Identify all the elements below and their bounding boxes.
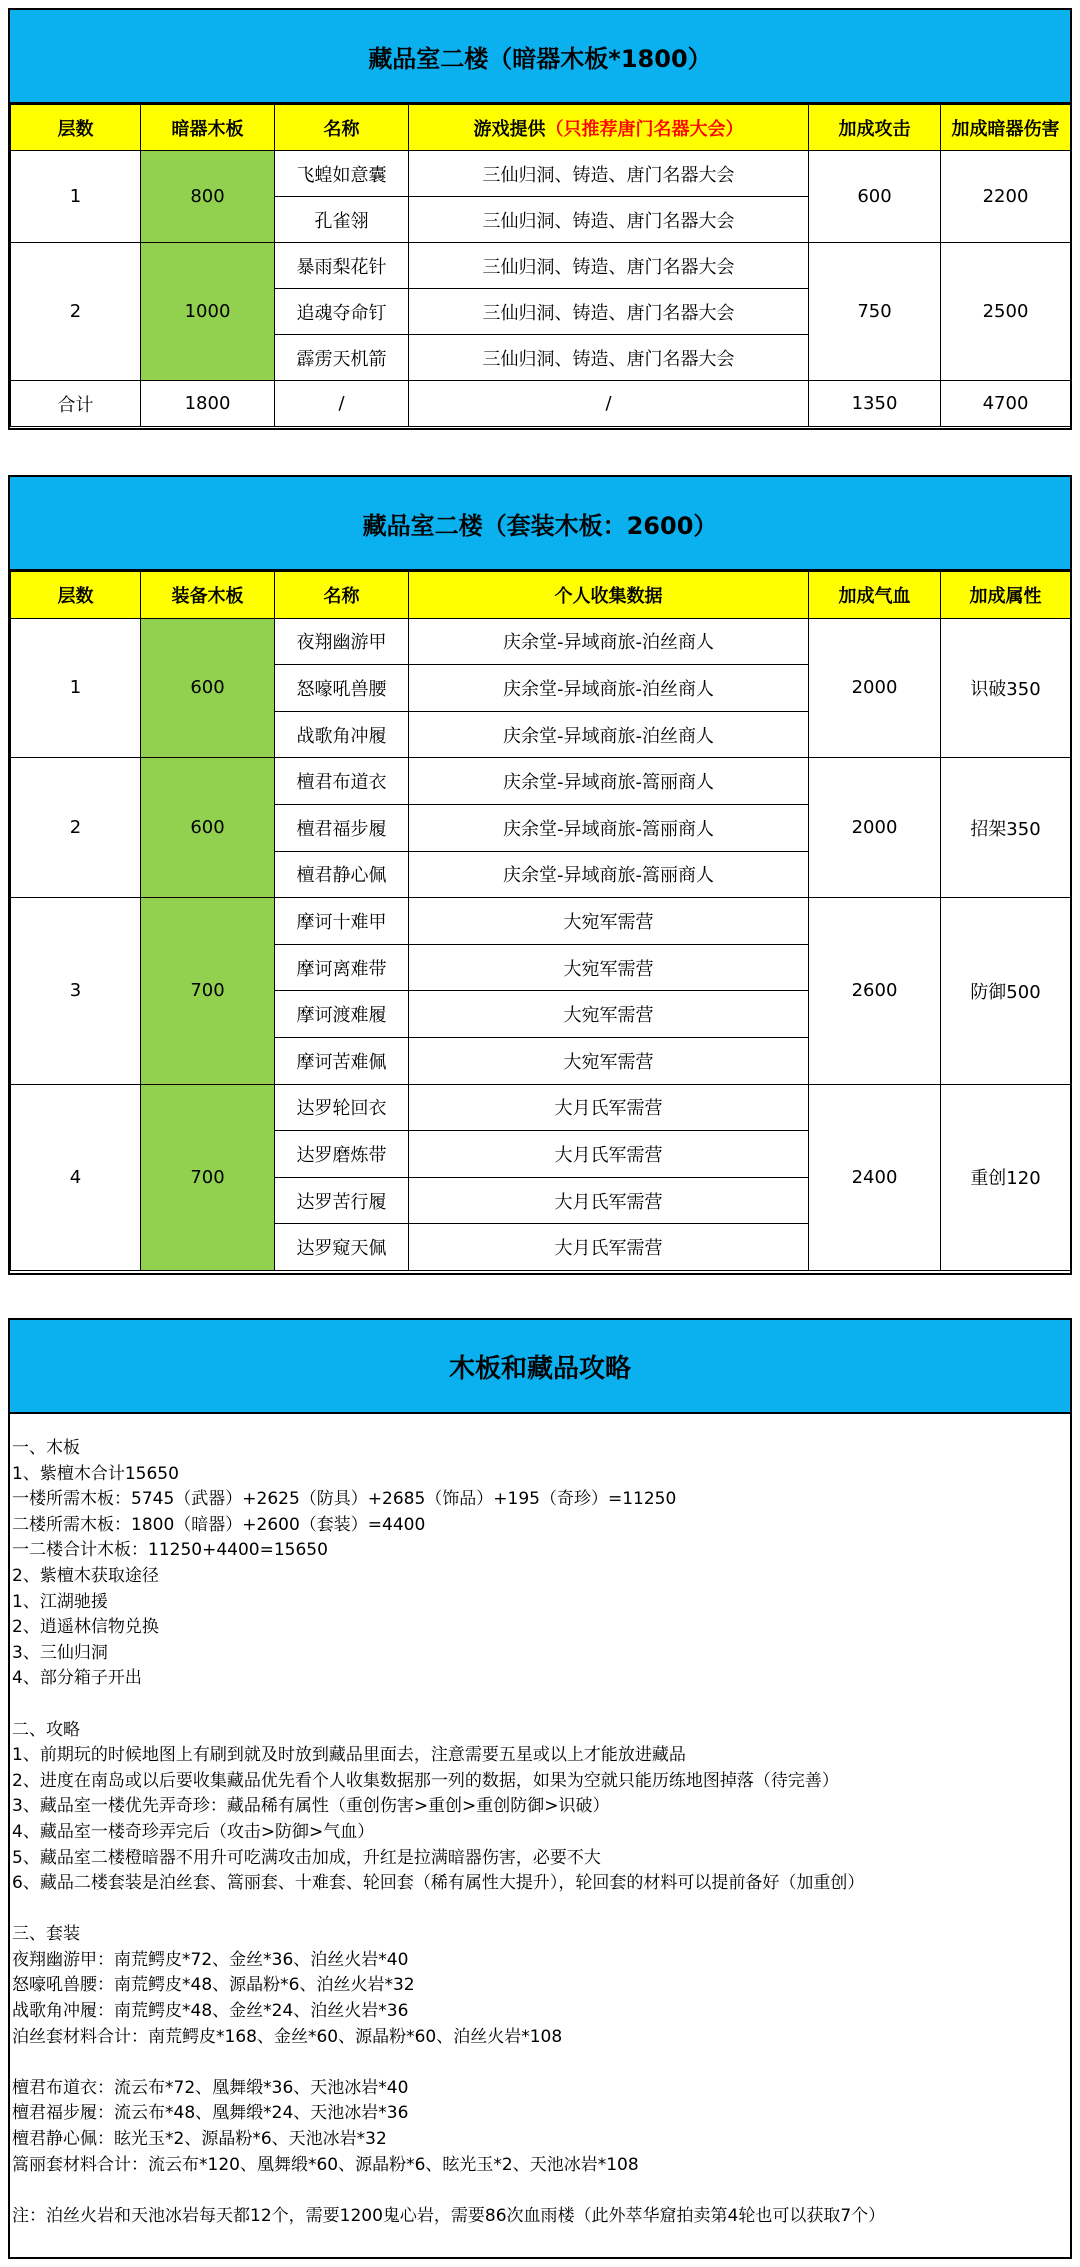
item-name-cell: 暴雨梨花针 (275, 243, 409, 289)
header-row (11, 105, 1071, 151)
item-name-cell: 追魂夺命钉 (275, 289, 409, 335)
hp-cell: 2400 (809, 1084, 941, 1270)
column-header: 名称 (275, 105, 409, 151)
item-name-cell: 霹雳天机箭 (275, 335, 409, 381)
source-cell: 大月氏军需营 (409, 1084, 809, 1131)
guide-line: 一、木板 (12, 1438, 80, 1458)
guide-line: 4、部分箱子开出 (12, 1668, 142, 1689)
source-cell: 庆余堂-异域商旅-篙丽商人 (409, 851, 809, 898)
guide-line: 檀君福步履：流云布*48、凰舞缎*24、天池冰岩*36 (12, 2103, 409, 2124)
guide-line: 3、藏品室一楼优先弄奇珍：藏品稀有属性（重创伤害>重创>重创防御>识破） (12, 1796, 610, 1817)
highlight-note: （只推荐唐门名器大会） (545, 118, 744, 140)
damage-cell: 2500 (941, 243, 1071, 381)
source-cell: 大月氏军需营 (409, 1131, 809, 1178)
column-header: 个人收集数据 (409, 572, 809, 619)
item-name-cell: 夜翔幽游甲 (275, 618, 409, 665)
guide-line: 2、逍遥林信物兑换 (12, 1617, 159, 1638)
floor-cell: 2 (11, 243, 141, 381)
guide-line: 3、三仙归洞 (12, 1642, 108, 1663)
source-cell: 三仙归洞、铸造、唐门名器大会 (409, 335, 809, 381)
header-row (11, 572, 1071, 619)
item-name-cell: 怒嚎吼兽腰 (275, 665, 409, 712)
item-name-cell: 达罗轮回衣 (275, 1084, 409, 1131)
item-name-cell: 摩诃渡难履 (275, 991, 409, 1038)
item-name-cell: 飞蝗如意囊 (275, 151, 409, 197)
guide-line: 1、紫檀木合计15650 (12, 1463, 179, 1484)
attribute-cell: 防御500 (941, 898, 1071, 1084)
item-name-cell: 达罗磨炼带 (275, 1131, 409, 1178)
source-cell: 庆余堂-异域商旅-泊丝商人 (409, 665, 809, 712)
item-name-cell: 达罗窥天佩 (275, 1224, 409, 1271)
item-name-cell: 摩诃苦难佩 (275, 1037, 409, 1084)
column-header-label: 游戏提供 (473, 118, 546, 140)
guide-line: 战歌角冲履：南荒鳄皮*48、金丝*24、泊丝火岩*36 (12, 2001, 409, 2022)
board-cell: 800 (141, 151, 275, 243)
total-row (11, 381, 1071, 427)
set-table-title: 藏品室二楼（套装木板：2600） (10, 477, 1070, 571)
floor-cell: 1 (11, 618, 141, 758)
guide-line: 2、紫檀木获取途径 (12, 1565, 159, 1586)
total-cell: / (275, 381, 409, 427)
item-name-cell: 摩诃十难甲 (275, 898, 409, 945)
attribute-cell: 识破350 (941, 618, 1071, 758)
guide-line: 6、藏品二楼套装是泊丝套、篙丽套、十难套、轮回套（稀有属性大提升），轮回套的材料可以提前备好（加重创） (12, 1873, 865, 1894)
column-header (409, 105, 809, 151)
table-row (11, 898, 1071, 945)
total-cell: 1800 (141, 381, 275, 427)
guide-line (12, 1692, 1070, 1718)
table-row (11, 1084, 1071, 1131)
attribute-cell: 招架350 (941, 758, 1071, 898)
guide-line: 檀君静心佩：眩光玉*2、源晶粉*6、天池冰岩*32 (12, 2129, 387, 2150)
guide-line: 一楼所需木板：5745（武器）+2625（防具）+2685（饰品）+195（奇珍）=11250 (12, 1489, 677, 1510)
source-cell: 庆余堂-异域商旅-篙丽商人 (409, 804, 809, 851)
guide-line: 1、江湖驰援 (12, 1591, 108, 1612)
item-name-cell: 摩诃离难带 (275, 944, 409, 991)
total-cell: 合计 (11, 381, 141, 427)
source-cell: 大宛军需营 (409, 991, 809, 1038)
guide-line: 怒嚎吼兽腰：南荒鳄皮*48、源晶粉*6、泊丝火岩*32 (12, 1975, 415, 1996)
guide-line (12, 2178, 1070, 2204)
guide-line: 二、攻略 (12, 1719, 80, 1740)
guide-line: 夜翔幽游甲：南荒鳄皮*72、金丝*36、泊丝火岩*40 (12, 1949, 409, 1970)
source-cell: 三仙归洞、铸造、唐门名器大会 (409, 289, 809, 335)
source-cell: 大月氏军需营 (409, 1177, 809, 1224)
total-cell: 1350 (809, 381, 941, 427)
guide-line (12, 1897, 1070, 1923)
table-row (11, 243, 1071, 289)
guide-line: 4、藏品室一楼奇珍弄完后（攻击>防御>气血） (12, 1821, 375, 1842)
item-name-cell: 檀君静心佩 (275, 851, 409, 898)
column-header: 层数 (11, 105, 141, 151)
armament-table (10, 104, 1071, 427)
guide-line: 5、藏品室二楼橙暗器不用升可吃满攻击加成，升红是拉满暗器伤害，必要不大 (12, 1847, 601, 1868)
column-header: 加成属性 (941, 572, 1071, 619)
board-cell: 600 (141, 618, 275, 758)
item-name-cell: 檀君福步履 (275, 804, 409, 851)
floor-cell: 4 (11, 1084, 141, 1270)
guide-line: 注：泊丝火岩和天池冰岩每天都12个，需要1200鬼心岩，需要86次血雨楼（此外萃华窟拍卖第4轮也可以获取7个） (12, 2205, 886, 2226)
guide-line (12, 2050, 1070, 2076)
attribute-cell: 重创120 (941, 1084, 1071, 1270)
damage-cell: 2200 (941, 151, 1071, 243)
floor-cell: 2 (11, 758, 141, 898)
guide-line: 三、套装 (12, 1924, 80, 1945)
column-header: 暗器木板 (141, 105, 275, 151)
column-header: 装备木板 (141, 572, 275, 619)
column-header: 加成攻击 (809, 105, 941, 151)
guide-text (10, 1414, 1070, 2229)
item-name-cell: 达罗苦行履 (275, 1177, 409, 1224)
source-cell: 庆余堂-异域商旅-泊丝商人 (409, 711, 809, 758)
table-row (11, 758, 1071, 805)
table-row (11, 151, 1071, 197)
guide-line: 二楼所需木板：1800（暗器）+2600（套装）=4400 (12, 1514, 426, 1535)
source-cell: 三仙归洞、铸造、唐门名器大会 (409, 197, 809, 243)
board-cell: 1000 (141, 243, 275, 381)
source-cell: 大月氏军需营 (409, 1224, 809, 1271)
table-row (11, 618, 1071, 665)
item-name-cell: 檀君布道衣 (275, 758, 409, 805)
source-cell: 庆余堂-异域商旅-泊丝商人 (409, 618, 809, 665)
board-cell: 600 (141, 758, 275, 898)
board-cell: 700 (141, 898, 275, 1084)
column-header: 层数 (11, 572, 141, 619)
guide-line: 2、进度在南岛或以后要收集藏品优先看个人收集数据那一列的数据，如果为空就只能历练地图掉落（待完善） (12, 1770, 839, 1791)
guide-line: 檀君布道衣：流云布*72、凰舞缎*36、天池冰岩*40 (12, 2077, 409, 2098)
set-table (10, 571, 1071, 1271)
hp-cell: 2600 (809, 898, 941, 1084)
column-header: 加成暗器伤害 (941, 105, 1071, 151)
set-table-section (8, 475, 1072, 1275)
attack-cell: 600 (809, 151, 941, 243)
guide-line: 1、前期玩的时候地图上有刷到就及时放到藏品里面去，注意需要五星或以上才能放进藏品 (12, 1745, 686, 1766)
source-cell: 大宛军需营 (409, 944, 809, 991)
source-cell: 三仙归洞、铸造、唐门名器大会 (409, 151, 809, 197)
source-cell: 大宛军需营 (409, 898, 809, 945)
column-header: 加成气血 (809, 572, 941, 619)
total-cell: / (409, 381, 809, 427)
armament-table-title: 藏品室二楼（暗器木板*1800） (10, 10, 1070, 104)
total-cell: 4700 (941, 381, 1071, 427)
guide-line: 篙丽套材料合计：流云布*120、凰舞缎*60、源晶粉*6、眩光玉*2、天池冰岩*108 (12, 2154, 639, 2175)
floor-cell: 3 (11, 898, 141, 1084)
floor-cell: 1 (11, 151, 141, 243)
column-header: 名称 (275, 572, 409, 619)
guide-section (8, 1318, 1072, 2259)
source-cell: 三仙归洞、铸造、唐门名器大会 (409, 243, 809, 289)
source-cell: 大宛军需营 (409, 1037, 809, 1084)
guide-line: 一二楼合计木板：11250+4400=15650 (12, 1540, 328, 1561)
hp-cell: 2000 (809, 618, 941, 758)
source-cell: 庆余堂-异域商旅-篙丽商人 (409, 758, 809, 805)
board-cell: 700 (141, 1084, 275, 1270)
guide-title: 木板和藏品攻略 (10, 1320, 1070, 1414)
attack-cell: 750 (809, 243, 941, 381)
item-name-cell: 孔雀翎 (275, 197, 409, 243)
guide-line: 泊丝套材料合计：南荒鳄皮*168、金丝*60、源晶粉*60、泊丝火岩*108 (12, 2026, 563, 2047)
armament-table-section (8, 8, 1072, 430)
hp-cell: 2000 (809, 758, 941, 898)
item-name-cell: 战歌角冲履 (275, 711, 409, 758)
